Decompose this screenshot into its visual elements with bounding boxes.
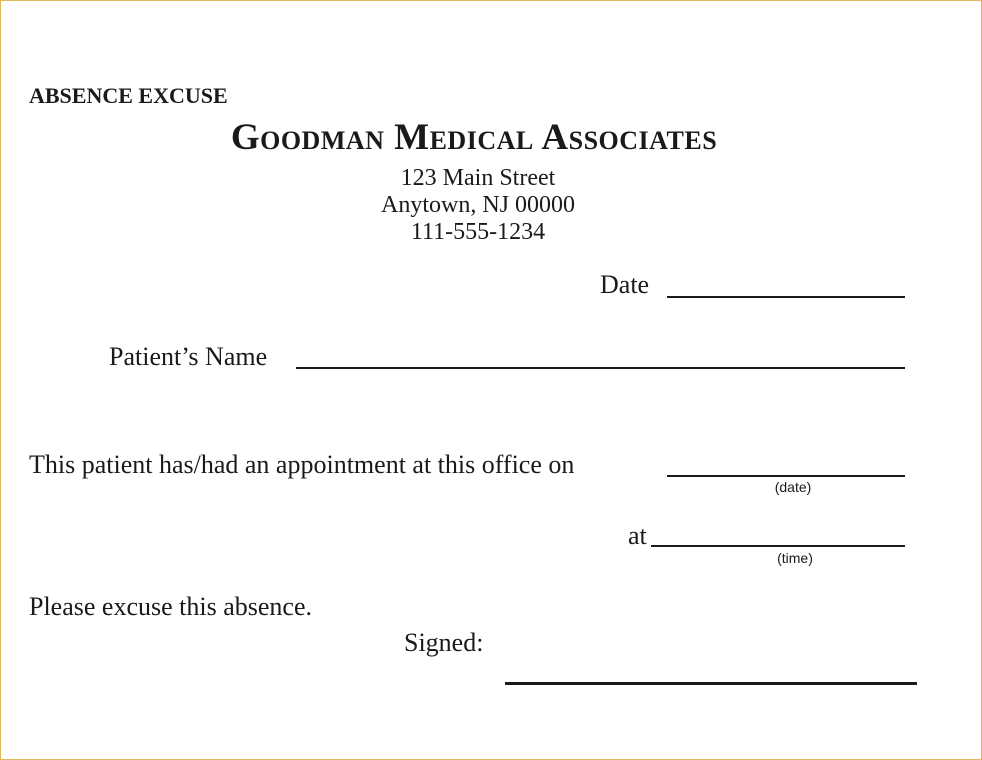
date-label: Date xyxy=(600,270,650,299)
form-title: ABSENCE EXCUSE xyxy=(29,83,228,108)
patient-name-field-line[interactable] xyxy=(296,367,905,369)
appointment-date-field-line[interactable] xyxy=(667,475,905,477)
time-hint: (time) xyxy=(777,550,813,566)
date-hint: (date) xyxy=(774,479,812,495)
organization-name: Goodman Medical Associates xyxy=(230,117,718,158)
date-field-line[interactable] xyxy=(667,296,905,298)
patient-name-label: Patient’s Name xyxy=(109,342,268,371)
at-label: at xyxy=(628,521,647,550)
excuse-text: Please excuse this absence. xyxy=(29,592,313,621)
signature-field-line[interactable] xyxy=(505,682,917,685)
address-city: Anytown, NJ 00000 xyxy=(380,192,575,218)
appointment-text: This patient has/had an appointment at this office on xyxy=(29,450,575,479)
address-street: 123 Main Street xyxy=(400,165,556,191)
appointment-time-field-line[interactable] xyxy=(651,545,905,547)
signed-label: Signed: xyxy=(404,628,484,657)
phone-number: 111-555-1234 xyxy=(410,219,546,245)
